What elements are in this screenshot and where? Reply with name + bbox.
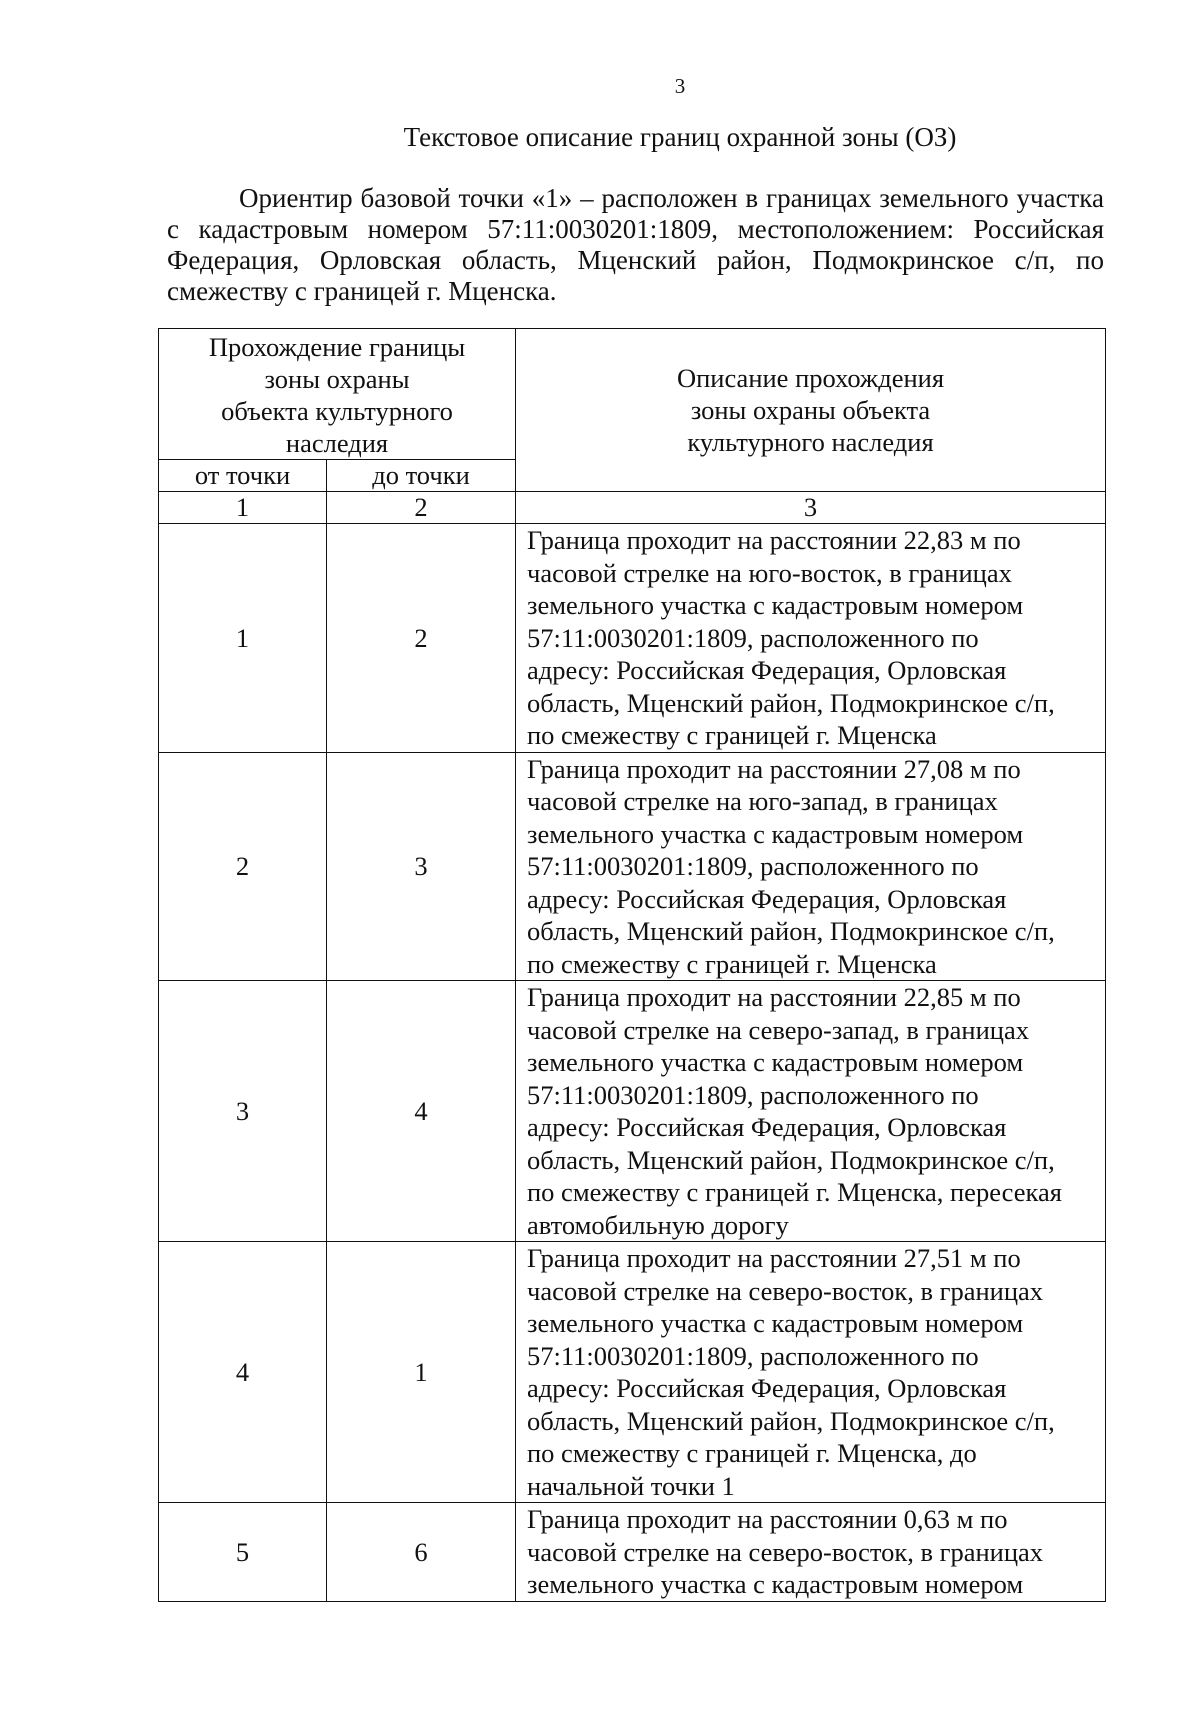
column-number: 3 <box>516 492 1106 524</box>
description-line: земельного участка с кадастровым номером <box>527 818 1024 849</box>
description-line: 57:11:0030201:1809, расположенного по <box>527 622 979 653</box>
description-line: адресу: Российская Федерация, Орловская <box>527 1112 1007 1142</box>
page-number: 3 <box>674 74 686 98</box>
table-row <box>159 524 1106 753</box>
description-cell <box>516 1242 1106 1503</box>
to-point-cell: 1 <box>327 1242 516 1503</box>
description-line: Граница проходит на расстоянии 22,85 м по <box>527 982 1021 1012</box>
description-line: адресу: Российская Федерация, Орловская <box>527 655 1007 685</box>
description-line: 57:11:0030201:1809, расположенного по <box>527 851 979 881</box>
description-line: земельного участка с кадастровым номером <box>527 590 1024 620</box>
table-row <box>159 752 1106 981</box>
header-group-line: Прохождение границы <box>208 332 466 362</box>
description-line: начальной точки 1 <box>527 1470 735 1501</box>
to-point-cell: 6 <box>327 1503 516 1602</box>
header-group-line: наследия <box>285 428 389 458</box>
column-number-row <box>159 492 1106 524</box>
description-line: область, Мценский район, Подмокринское с/п, <box>527 687 1055 718</box>
description-line: часовой стрелке на северо-восток, в границах <box>527 1536 1044 1567</box>
description-line: по смежеству с границей г. Мценска <box>527 948 937 979</box>
description-cell <box>516 524 1106 753</box>
description-line: Граница проходит на расстоянии 27,51 м по <box>527 1243 1021 1273</box>
from-point-cell: 1 <box>159 524 327 753</box>
table-header-row <box>159 329 1106 460</box>
from-point-cell: 4 <box>159 1242 327 1503</box>
header-boundary-group <box>159 329 516 460</box>
table-row <box>159 1242 1106 1503</box>
header-from-point: от точки <box>159 460 327 492</box>
header-desc-line: культурного наследия <box>687 427 934 457</box>
from-point-cell: 5 <box>159 1503 327 1602</box>
description-line: 57:11:0030201:1809, расположенного по <box>527 1340 979 1371</box>
column-number: 2 <box>327 492 516 524</box>
from-point-cell: 3 <box>159 981 327 1242</box>
header-group-line: объекта культурного <box>221 396 453 426</box>
description-cell <box>516 752 1106 981</box>
description-line: земельного участка с кадастровым номером <box>527 1569 1024 1599</box>
description-line: автомобильную дорогу <box>527 1209 789 1240</box>
description-line: область, Мценский район, Подмокринское с/п, <box>527 1405 1055 1436</box>
header-desc-line: зоны охраны объекта <box>690 395 931 425</box>
description-line: Граница проходит на расстоянии 27,08 м по <box>527 753 1021 784</box>
boundary-table <box>158 328 1106 1602</box>
description-line: область, Мценский район, Подмокринское с/п, <box>527 916 1055 946</box>
header-description <box>516 329 1106 492</box>
description-line: часовой стрелке на юго-восток, в границах <box>527 557 1012 588</box>
table-row <box>159 981 1106 1242</box>
to-point-cell: 2 <box>327 524 516 753</box>
description-line: адресу: Российская Федерация, Орловская <box>527 883 1007 914</box>
description-cell <box>516 981 1106 1242</box>
description-line: земельного участка с кадастровым номером <box>527 1047 1024 1077</box>
description-line: область, Мценский район, Подмокринское с/п, <box>527 1144 1055 1175</box>
description-line: Граница проходит на расстоянии 0,63 м по <box>527 1504 1008 1534</box>
description-line: 57:11:0030201:1809, расположенного по <box>527 1079 979 1110</box>
description-line: по смежеству с границей г. Мценска, пересекая <box>527 1177 1062 1207</box>
description-line: Граница проходит на расстоянии 22,83 м по <box>527 525 1021 555</box>
header-desc-line: Описание прохождения <box>676 363 945 393</box>
from-point-cell: 2 <box>159 752 327 981</box>
description-line: адресу: Российская Федерация, Орловская <box>527 1373 1007 1403</box>
to-point-cell: 3 <box>327 752 516 981</box>
header-to-point: до точки <box>327 460 516 492</box>
to-point-cell: 4 <box>327 981 516 1242</box>
document-title: Текстовое описание границ охранной зоны (ОЗ) <box>403 122 957 152</box>
description-cell <box>516 1503 1106 1602</box>
description-line: часовой стрелке на северо-запад, в границах <box>527 1014 1029 1045</box>
intro-paragraph: Ориентир базовой точки «1» – расположен в границах земельного участка с кадастровым номером 57:11:0030201:1809, местоположением: Российская Федерация, Орловская область, Мценский район, Подмокринское с/п, по смежеству с границей г. Мценска. <box>167 183 1104 306</box>
description-line: часовой стрелке на северо-восток, в границах <box>527 1275 1044 1306</box>
header-group-line: зоны охраны <box>264 364 410 394</box>
table-row <box>159 1503 1106 1602</box>
description-line: по смежеству с границей г. Мценска, до <box>527 1438 977 1468</box>
description-line: земельного участка с кадастровым номером <box>527 1308 1024 1338</box>
column-number: 1 <box>159 492 327 524</box>
description-line: по смежеству с границей г. Мценска <box>527 720 937 750</box>
description-line: часовой стрелке на юго-запад, в границах <box>527 786 998 816</box>
